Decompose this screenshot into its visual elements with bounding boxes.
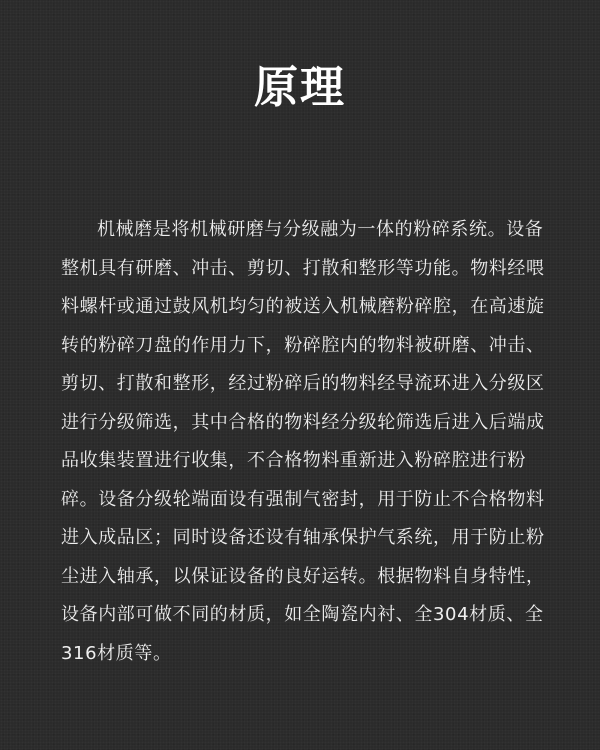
body-paragraph: 机械磨是将机械研磨与分级融为一体的粉碎系统。设备整机具有研磨、冲击、剪切、打散和整形等功能。物料经喂料螺杆或通过鼓风机均匀的被送入机械磨粉碎腔，在高速旋转的粉碎刀盘的作用力下，粉碎腔内的物料被研磨、冲击、剪切、打散和整形，经过粉碎后的物料经导流环进入分级区进行分级筛选，其中合格的物料经分级轮筛选后进入后端成品收集装置进行收集，不合格物料重新进入粉碎腔进行粉碎。设备分级轮端面设有强制气密封，用于防止不合格物料进入成品区；同时设备还设有轴承保护气系统，用于防止粉尘进入轴承，以保证设备的良好运转。根据物料自身特性，设备内部可做不同的材质，如全陶瓷内衬、全304材质、全316材质等。 [61,219,545,664]
page-title: 原理 [254,62,346,113]
